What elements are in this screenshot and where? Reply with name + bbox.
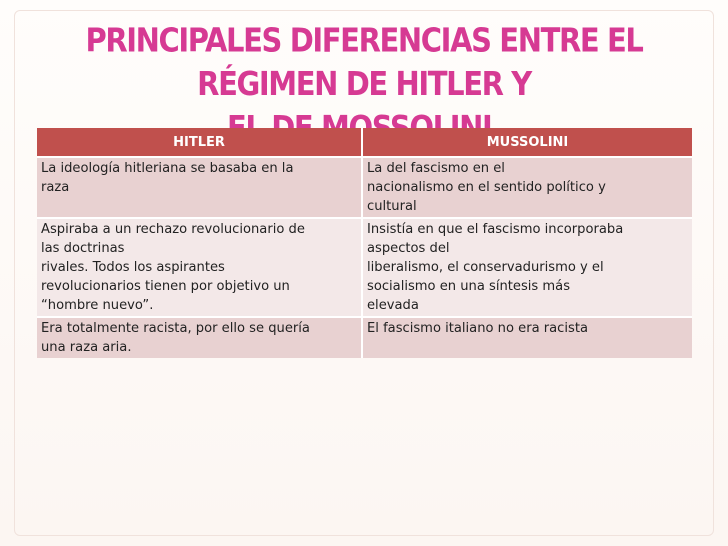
cell-text-line: La del fascismo en el bbox=[367, 161, 505, 176]
cell-text-line: una raza aria. bbox=[41, 340, 132, 355]
cell-text-line: Insistía en que el fascismo incorporaba bbox=[367, 222, 624, 237]
cell-text-line: La ideología hitleriana se basaba en la bbox=[41, 161, 294, 176]
cell-text-line: cultural bbox=[367, 199, 417, 214]
table-header-row bbox=[37, 128, 692, 157]
table-row bbox=[37, 218, 692, 317]
header-mussolini: MUSSOLINI bbox=[362, 128, 692, 157]
cell-text-line: socialismo en una síntesis más bbox=[367, 279, 571, 294]
cell-text-line: liberalismo, el conservadurismo y el bbox=[367, 260, 604, 275]
comparison-table bbox=[37, 128, 692, 358]
cell-text-line: las doctrinas bbox=[41, 241, 125, 256]
table-row bbox=[37, 317, 692, 358]
cell-text-line: elevada bbox=[367, 298, 419, 313]
cell-hitler-1 bbox=[37, 157, 362, 218]
cell-text-line: Aspiraba a un rechazo revolucionario de bbox=[41, 222, 305, 237]
cell-mussolini-2 bbox=[362, 218, 692, 317]
cell-text-line: rivales. Todos los aspirantes bbox=[41, 260, 225, 275]
cell-hitler-3 bbox=[37, 317, 362, 358]
comparison-table-container bbox=[37, 128, 692, 358]
cell-text-line: “hombre nuevo”. bbox=[41, 298, 154, 313]
cell-text-line: revolucionarios tienen por objetivo un bbox=[41, 279, 290, 294]
cell-hitler-2 bbox=[37, 218, 362, 317]
cell-text-line: nacionalismo en el sentido político y bbox=[367, 180, 606, 195]
cell-text-line: aspectos del bbox=[367, 241, 450, 256]
cell-mussolini-1 bbox=[362, 157, 692, 218]
cell-text-line: Era totalmente racista, por ello se quería bbox=[41, 321, 310, 336]
slide-title-line-1: PRINCIPALES DIFERENCIAS ENTRE EL RÉGIMEN DE HITLER Y bbox=[85, 20, 643, 104]
cell-text-line: raza bbox=[41, 180, 70, 195]
cell-mussolini-3 bbox=[362, 317, 692, 358]
table-row bbox=[37, 157, 692, 218]
header-hitler: HITLER bbox=[37, 128, 362, 157]
cell-text-line: El fascismo italiano no era racista bbox=[367, 321, 589, 336]
